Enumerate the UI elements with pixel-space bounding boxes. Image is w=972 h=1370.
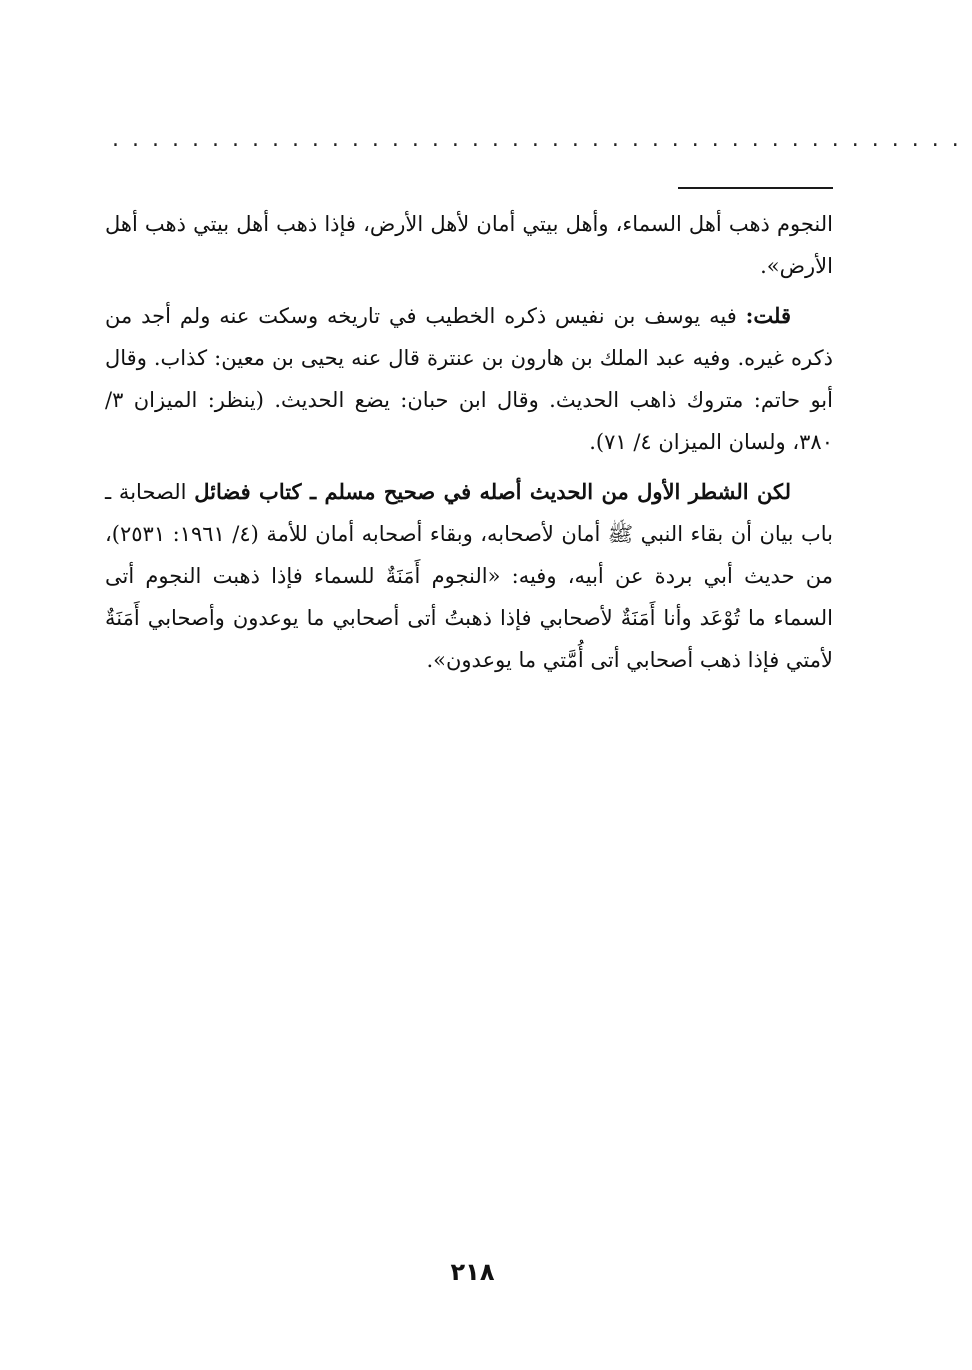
footnote-text: [105, 203, 833, 689]
footnote-paragraph-3: [105, 471, 833, 681]
footnote-paragraph-1: النجوم ذهب أهل السماء، وأهل بيتي أمان لأهل الأرض، فإذا ذهب أهل بيتي ذهب أهل الأرض».: [105, 212, 833, 278]
emphasized-lead: لكن الشطر الأول من الحديث أصله في صحيح مسلم ـ كتاب فضائل: [194, 479, 791, 504]
page-number: ٢١٨: [450, 1258, 495, 1286]
footnote-rule: [678, 187, 833, 189]
footnote-paragraph-2: [105, 295, 833, 463]
dotted-separator: ...........................................: [112, 127, 972, 152]
note-label: قلت:: [745, 303, 791, 328]
note-body: فيه يوسف بن نفيس ذكره الخطيب في تاريخه وسكت عنه ولم أجد من ذكره غيره. وفيه عبد الملك بن هارون بن عنترة قال عنه يحيى بن معين: كذاب. وقال أبو حاتم: متروك ذاهب الحديث. وقال ابن حبان: يضع الحديث. (ينظر: الميزان ٣/ ٣٨٠، ولسان الميزان ٤/ ٧١).: [105, 304, 833, 454]
paragraph-body: الصحابة ـ باب بيان أن بقاء النبي ﷺ أمان لأصحابه، وبقاء أصحابه أمان للأمة (٤/ ١٩٦١: ٢٥٣١)، من حديث أبي بردة عن أبيه، وفيه: «النجوم أَمَنَةٌ للسماء فإذا ذهبت النجوم أتى السماء ما تُوْعَد وأنا أَمَنَةٌ لأصحابي فإذا ذهبتُ أتى أصحابي ما يوعدون وأصحابي أَمَنَةٌ لأمتي فإذا ذهب أصحابي أتى أُمَّتي ما يوعدون».: [105, 480, 833, 672]
